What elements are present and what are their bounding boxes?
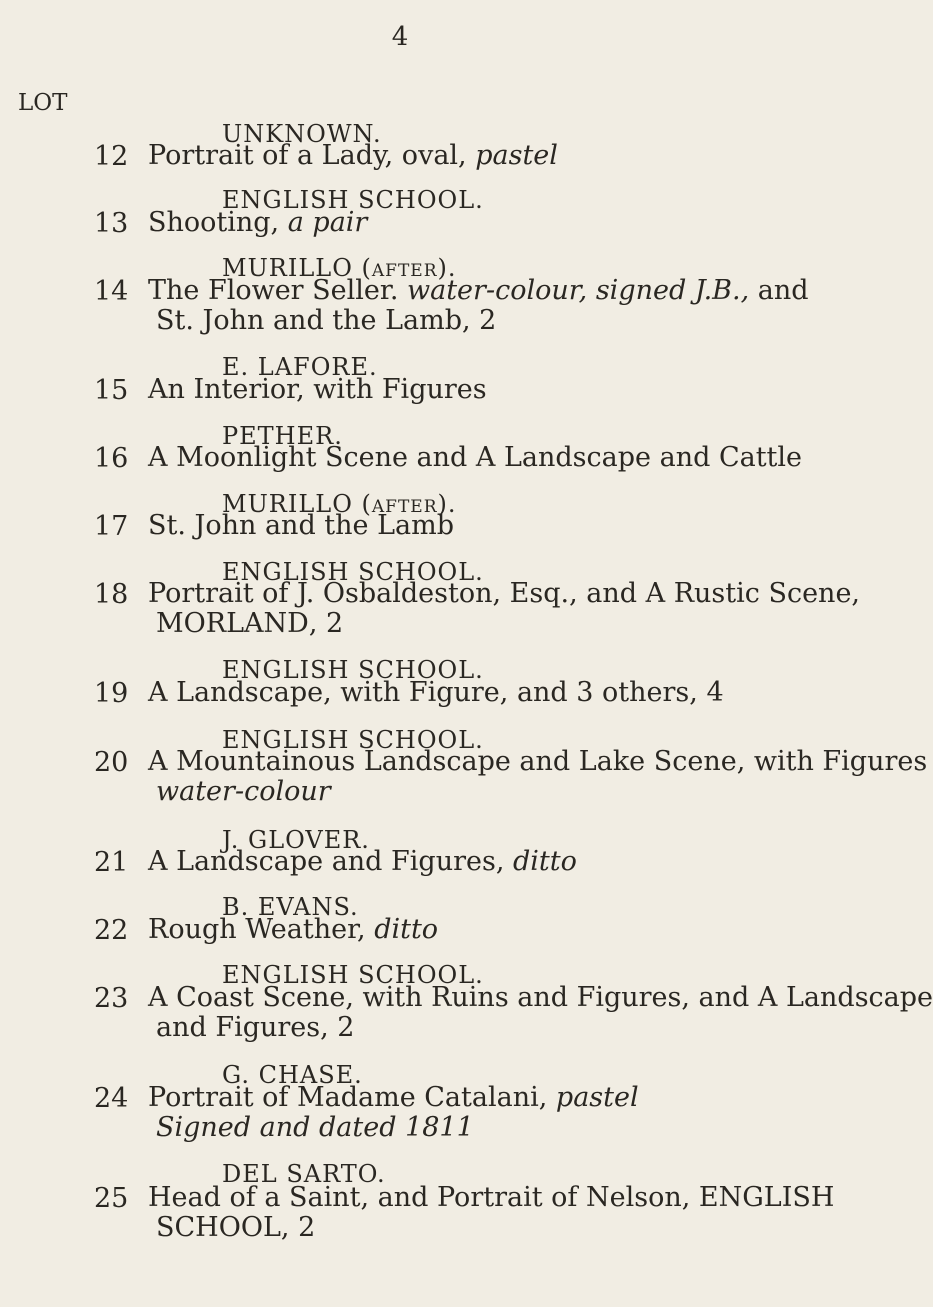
description-line xyxy=(148,1083,798,1113)
lot-number: 24 xyxy=(94,1083,129,1114)
artist-heading: G. CHASE. xyxy=(222,1061,363,1089)
lot-number: 14 xyxy=(94,276,129,307)
artist-heading: MURILLO (after). xyxy=(222,254,457,282)
page-number: 4 xyxy=(391,22,409,52)
lot-column-header: LOT xyxy=(18,90,68,116)
lot-description xyxy=(148,847,798,877)
lot-description xyxy=(148,275,809,336)
description-line xyxy=(148,275,809,306)
lot-number: 25 xyxy=(94,1183,129,1214)
artist-heading: MURILLO (after). xyxy=(222,490,457,518)
lot-number: 13 xyxy=(94,208,129,239)
description-line xyxy=(148,141,798,171)
description-line xyxy=(148,777,798,807)
artist-heading: E. LAFORE. xyxy=(222,353,378,381)
text-segment: water-colour, signed J.B., xyxy=(407,275,750,306)
lot-description xyxy=(148,141,798,171)
lot-description xyxy=(148,1083,798,1143)
description-line xyxy=(148,375,798,405)
lot-description xyxy=(148,915,798,945)
text-segment: ENGLISH xyxy=(698,1182,835,1213)
text-segment: ditto xyxy=(513,846,577,877)
description-line xyxy=(148,1113,798,1143)
text-segment: A Moonlight Scene and A Landscape and Cattle xyxy=(148,442,803,473)
lot-number: 16 xyxy=(94,443,129,474)
lot-number: 22 xyxy=(94,915,129,946)
artist-heading: ENGLISH SCHOOL. xyxy=(222,558,484,586)
lot-description xyxy=(148,442,803,473)
lot-number: 20 xyxy=(94,747,129,778)
text-segment: St. John and the Lamb, 2 xyxy=(156,305,497,336)
artist-heading: DEL SARTO. xyxy=(222,1160,386,1188)
artist-heading: B. EVANS. xyxy=(222,893,359,921)
lot-description xyxy=(148,678,798,708)
description-line xyxy=(148,982,933,1013)
text-segment: and Figures, 2 xyxy=(156,1012,355,1043)
text-segment: Portrait of Madame Catalani, xyxy=(148,1082,556,1113)
lot-description xyxy=(148,578,861,639)
lot-description xyxy=(148,982,933,1043)
artist-heading: ENGLISH SCHOOL. xyxy=(222,656,484,684)
description-line xyxy=(148,306,798,336)
description-line xyxy=(148,1013,798,1043)
lot-description xyxy=(148,375,798,405)
lot-description xyxy=(148,1182,835,1243)
lot-number: 18 xyxy=(94,579,129,610)
description-line xyxy=(148,915,798,945)
text-segment: Shooting, xyxy=(148,207,288,238)
text-segment: Signed and dated 1811 xyxy=(156,1112,474,1143)
text-segment: A Landscape, with Figure, and 3 others, 4 xyxy=(148,677,724,708)
text-segment: A Mountainous Landscape and Lake Scene, with Figures xyxy=(148,746,928,777)
artist-heading: PETHER. xyxy=(222,422,343,450)
text-segment: The Flower Seller. xyxy=(148,275,407,306)
lot-number: 17 xyxy=(94,511,129,542)
description-line xyxy=(148,578,861,609)
description-line xyxy=(148,1213,798,1243)
lot-number: 23 xyxy=(94,983,129,1014)
lot-number: 15 xyxy=(94,375,129,406)
text-segment: MORLAND xyxy=(156,608,309,639)
text-segment: pastel xyxy=(555,1082,639,1113)
artist-heading: ENGLISH SCHOOL. xyxy=(222,961,484,989)
text-segment: An Interior, with Figures xyxy=(148,374,487,405)
description-line xyxy=(148,847,798,877)
description-line xyxy=(148,746,928,777)
artist-heading: ENGLISH SCHOOL. xyxy=(222,186,484,214)
artist-heading: UNKNOWN. xyxy=(222,120,382,148)
description-line xyxy=(148,678,798,708)
text-segment: A Landscape and Figures, xyxy=(148,846,514,877)
description-line xyxy=(148,208,798,238)
artist-heading: ENGLISH SCHOOL. xyxy=(222,726,484,754)
description-line xyxy=(148,511,798,541)
lot-description xyxy=(148,511,798,541)
lot-description xyxy=(148,746,928,807)
artist-heading: J. GLOVER. xyxy=(222,826,370,854)
text-segment: Rough Weather, xyxy=(148,914,375,945)
description-line xyxy=(148,609,798,639)
lot-number: 12 xyxy=(94,141,129,172)
text-segment: A Coast Scene, with Ruins and Figures, and A Landscape xyxy=(148,982,933,1013)
text-segment: pastel xyxy=(475,140,558,171)
description-line xyxy=(148,1182,835,1213)
text-segment: SCHOOL xyxy=(156,1212,281,1243)
text-segment: and xyxy=(749,275,809,306)
text-segment: , 2 xyxy=(280,1212,316,1243)
text-segment: water-colour xyxy=(156,776,331,807)
text-segment: Head of a Saint, and Portrait of Nelson, xyxy=(148,1182,699,1213)
text-segment: Portrait of J. Osbaldeston, Esq., and A Rustic Scene, xyxy=(148,578,861,609)
text-segment: a pair xyxy=(287,207,368,238)
text-segment: St. John and the Lamb xyxy=(148,510,455,541)
lot-number: 21 xyxy=(94,847,129,878)
text-segment: , 2 xyxy=(308,608,344,639)
lot-number: 19 xyxy=(94,678,129,709)
description-line xyxy=(148,442,803,473)
text-segment: ditto xyxy=(374,914,439,945)
lot-description xyxy=(148,208,798,238)
text-segment: Portrait of a Lady, oval, xyxy=(148,140,476,171)
